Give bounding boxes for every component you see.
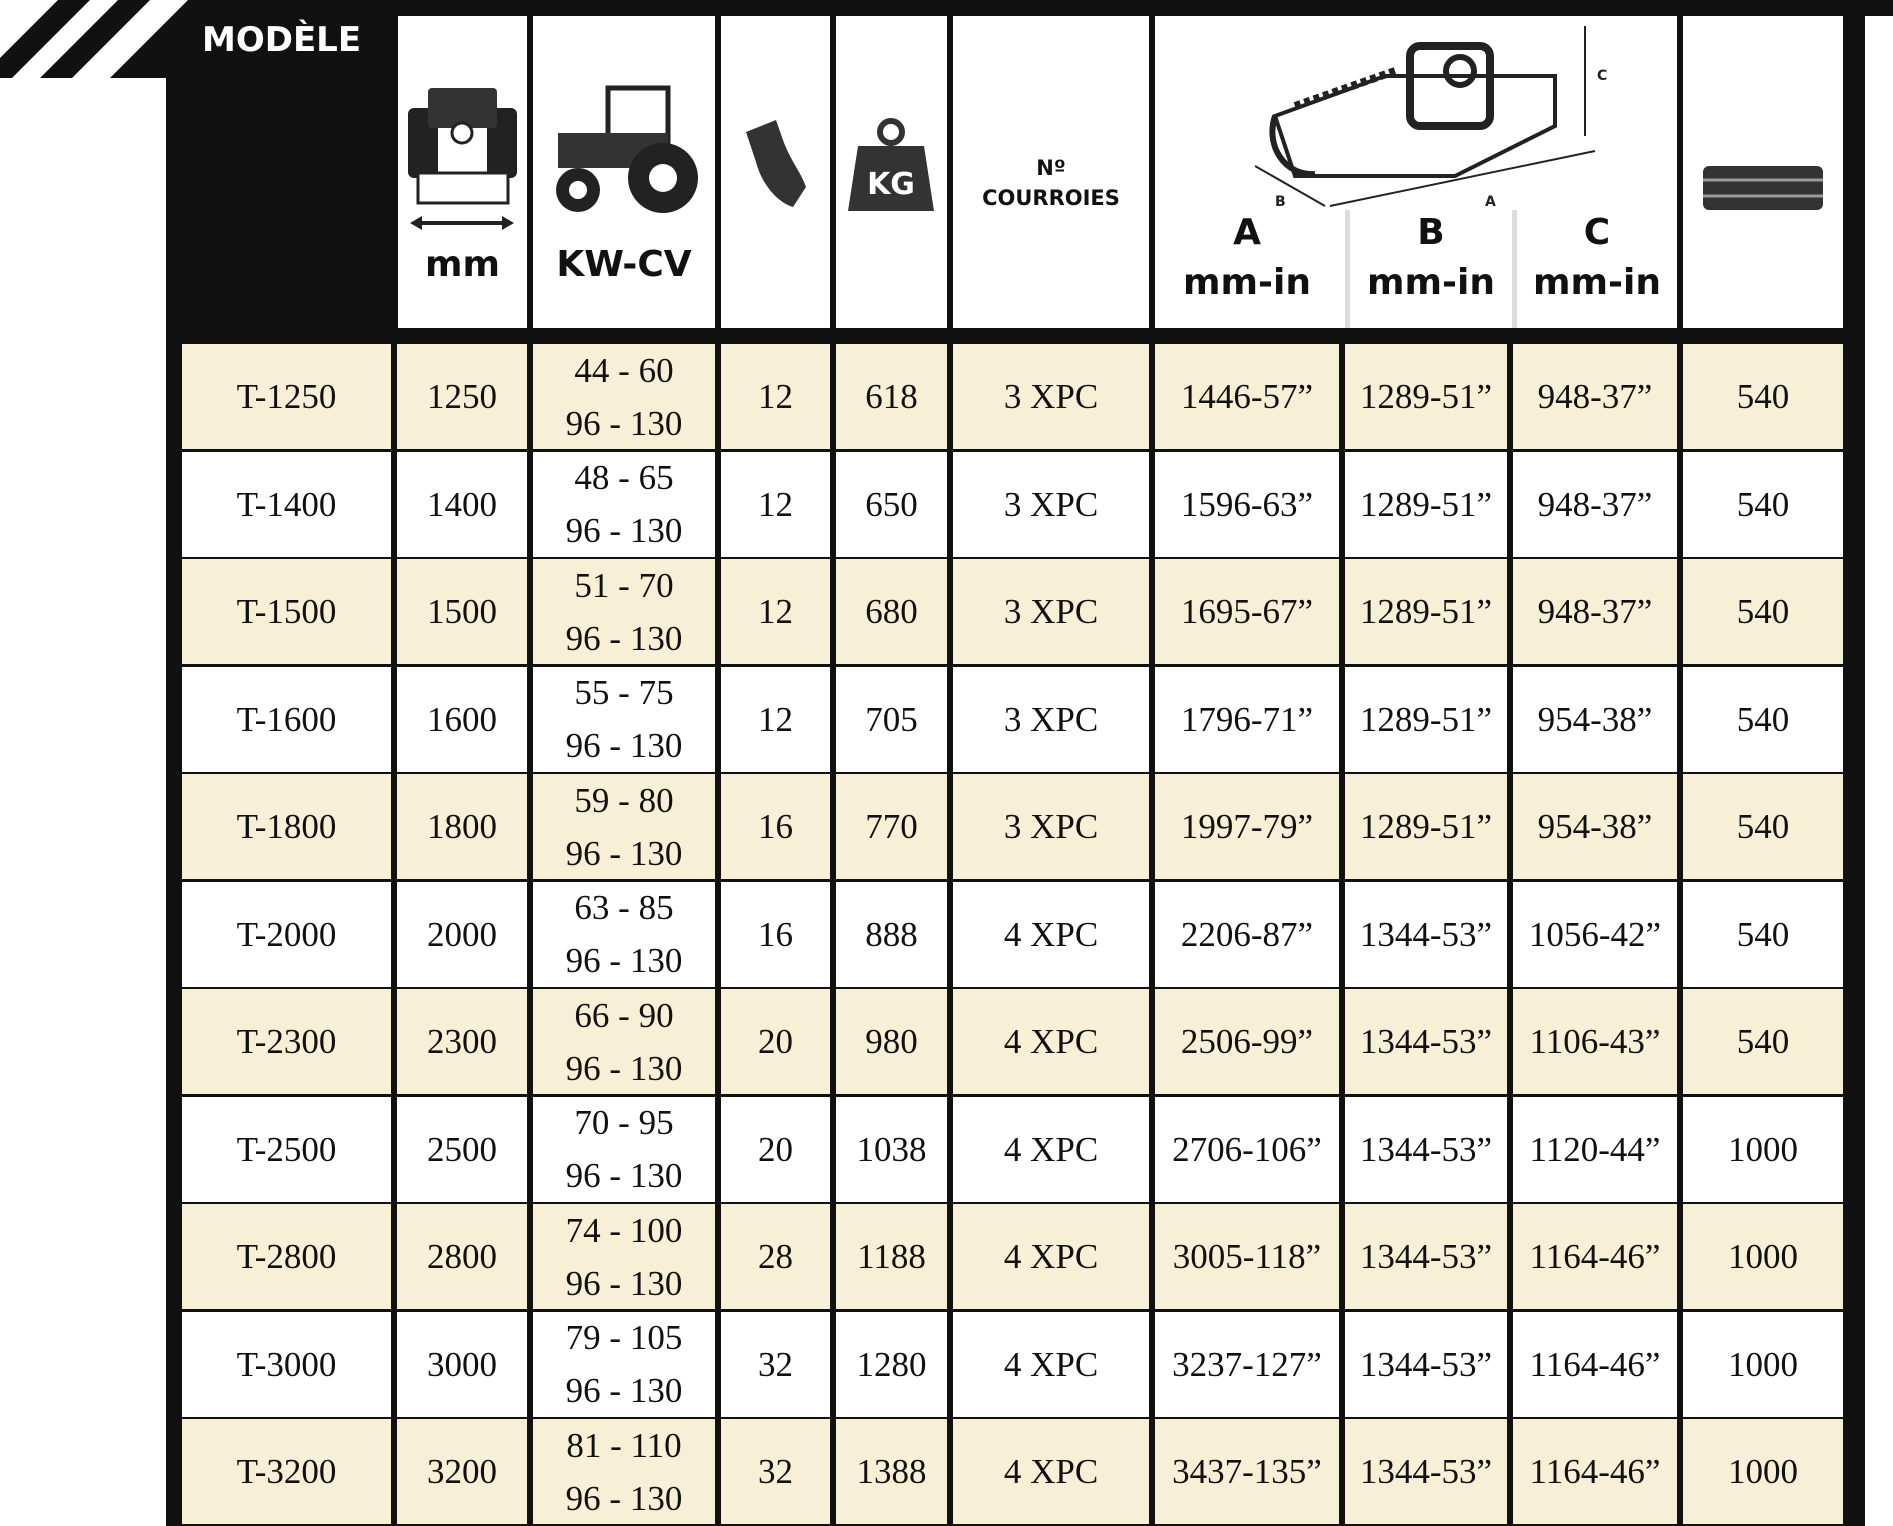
cell-dim-c: 954-38” [1513,667,1677,772]
power-cv: 96 - 130 [565,726,683,765]
cell-dim-a: 3437-135” [1155,1419,1339,1524]
cell-width-mm: 1600 [397,667,527,772]
cell-blades: 28 [721,1204,830,1309]
cell-belts: 4 XPC [953,1204,1149,1309]
power-cv: 96 - 130 [565,1263,683,1303]
cell-weight: 1388 [836,1419,947,1524]
cell-pto: 1000 [1683,1204,1843,1309]
cell-pto: 540 [1683,667,1843,772]
cell-power [533,344,715,449]
table-row [182,344,1843,449]
table-row [182,452,1843,557]
power-kw: 70 - 95 [574,1103,674,1142]
cell-dim-a: 3237-127” [1155,1312,1339,1417]
cell-blades: 20 [721,1097,830,1202]
header-pto [1683,16,1843,328]
cell-model: T-2500 [182,1097,391,1202]
cell-width-mm: 1500 [397,559,527,664]
cell-pto: 540 [1683,344,1843,449]
cell-dim-b: 1344-53” [1345,1097,1507,1202]
cell-width-mm: 2000 [397,882,527,987]
cell-weight: 1038 [836,1097,947,1202]
mulcher-diagram-icon [1155,16,1677,216]
power-kw: 74 - 100 [565,1210,683,1250]
cell-pto: 540 [1683,989,1843,1094]
cell-pto: 1000 [1683,1312,1843,1417]
cell-model: T-1250 [182,344,391,449]
cell-weight: 650 [836,452,947,557]
cell-dim-b: 1344-53” [1345,1312,1507,1417]
cell-dim-b: 1344-53” [1345,1419,1507,1524]
cell-power [533,559,715,664]
cell-width-mm: 2300 [397,989,527,1094]
cell-dim-a: 1446-57” [1155,344,1339,449]
cell-dim-c: 1164-46” [1513,1204,1677,1309]
cell-blades: 12 [721,344,830,449]
dim-b-unit: mm-in [1367,262,1495,303]
cell-dim-c: 948-37” [1513,344,1677,449]
cell-pto: 1000 [1683,1419,1843,1524]
cell-model: T-3200 [182,1419,391,1524]
power-cv: 96 - 130 [565,941,683,980]
cell-belts: 4 XPC [953,882,1149,987]
cell-dim-c: 1120-44” [1513,1097,1677,1202]
cell-dim-a: 2506-99” [1155,989,1339,1094]
power-kw: 55 - 75 [574,673,674,712]
cell-weight: 980 [836,989,947,1094]
cell-dim-b: 1289-51” [1345,452,1507,557]
cell-width-mm: 3000 [397,1312,527,1417]
power-kw: 59 - 80 [574,780,674,820]
cell-dim-c: 954-38” [1513,774,1677,879]
table-row [182,559,1843,664]
cell-belts: 4 XPC [953,989,1149,1094]
cell-width-mm: 1250 [397,344,527,449]
table-row [182,667,1843,772]
cell-belts: 4 XPC [953,1312,1149,1417]
power-kw: 66 - 90 [574,995,674,1035]
belts-label-top: Nº [1036,156,1066,180]
cell-dim-c: 1056-42” [1513,882,1677,987]
power-kw: 44 - 60 [574,350,674,390]
power-cv: 96 - 130 [565,1048,683,1088]
power-cv: 96 - 130 [565,1156,683,1195]
cell-belts: 3 XPC [953,559,1149,664]
dim-b-letter: B [1417,212,1445,253]
cell-dim-b: 1289-51” [1345,344,1507,449]
cell-dim-a: 2706-106” [1155,1097,1339,1202]
cell-dim-c: 1164-46” [1513,1419,1677,1524]
power-kw: 63 - 85 [574,888,674,927]
table-row [182,1204,1843,1309]
cell-pto: 540 [1683,559,1843,664]
cell-blades: 20 [721,989,830,1094]
power-kw: 48 - 65 [574,458,674,497]
dim-a-letter: A [1233,212,1261,253]
cell-pto: 540 [1683,452,1843,557]
cell-blades: 32 [721,1419,830,1524]
cell-dim-b: 1289-51” [1345,774,1507,879]
table-row [182,989,1843,1094]
cell-width-mm: 2500 [397,1097,527,1202]
cell-weight: 1188 [836,1204,947,1309]
cell-weight: 680 [836,559,947,664]
cell-dim-b: 1344-53” [1345,882,1507,987]
power-cv: 96 - 130 [565,403,683,443]
power-kw: 51 - 70 [574,565,674,605]
power-cv: 96 - 130 [565,833,683,873]
belts-label-bottom: COURROIES [982,186,1120,210]
width-unit: mm [424,244,501,285]
table-row [182,1097,1843,1202]
power-kw: 79 - 105 [565,1318,683,1357]
power-unit: KW-CV [556,244,692,285]
cell-belts: 4 XPC [953,1419,1149,1524]
cell-blades: 32 [721,1312,830,1417]
cell-dim-c: 948-37” [1513,559,1677,664]
cell-model: T-1500 [182,559,391,664]
cell-power [533,882,715,987]
cell-dim-a: 1997-79” [1155,774,1339,879]
header-blades [721,16,830,328]
diagram-label-a: A [1485,194,1496,210]
table-row [182,774,1843,879]
cell-pto: 1000 [1683,1097,1843,1202]
cell-width-mm: 2800 [397,1204,527,1309]
cell-model: T-1800 [182,774,391,879]
cell-model: T-2300 [182,989,391,1094]
cell-pto: 540 [1683,882,1843,987]
cell-weight: 705 [836,667,947,772]
power-kw: 81 - 110 [566,1425,682,1465]
cell-model: T-1400 [182,452,391,557]
tractor-side-icon [533,78,715,218]
power-cv: 96 - 130 [565,511,683,550]
flail-blade-icon [721,112,830,222]
cell-power [533,774,715,879]
header-power [533,16,715,328]
power-cv: 96 - 130 [565,618,683,658]
weight-icon-text: KG [867,167,915,202]
power-cv: 96 - 130 [565,1478,683,1518]
cell-dim-c: 1106-43” [1513,989,1677,1094]
cell-power [533,452,715,557]
cell-power [533,667,715,772]
pto-shaft-icon [1683,158,1843,218]
table-row [182,1419,1843,1524]
cell-pto: 540 [1683,774,1843,879]
cell-dim-a: 1695-67” [1155,559,1339,664]
cell-dim-c: 1164-46” [1513,1312,1677,1417]
cell-dim-b: 1344-53” [1345,1204,1507,1309]
cell-blades: 12 [721,452,830,557]
cell-dim-a: 2206-87” [1155,882,1339,987]
cell-dim-a: 3005-118” [1155,1204,1339,1309]
cell-model: T-1600 [182,667,391,772]
dim-c-unit: mm-in [1533,262,1661,303]
cell-dim-c: 948-37” [1513,452,1677,557]
cell-blades: 16 [721,882,830,987]
model-label: MODÈLE [202,20,362,60]
cell-power [533,1419,715,1524]
cell-width-mm: 1800 [397,774,527,879]
cell-model: T-3000 [182,1312,391,1417]
cell-width-mm: 3200 [397,1419,527,1524]
cell-belts: 3 XPC [953,774,1149,879]
cell-dim-a: 1796-71” [1155,667,1339,772]
cell-blades: 16 [721,774,830,879]
diagram-label-c: C [1597,68,1608,84]
table-row [182,1312,1843,1417]
tractor-rear-icon [398,78,527,238]
cell-dim-b: 1289-51” [1345,667,1507,772]
cell-weight: 888 [836,882,947,987]
cell-belts: 3 XPC [953,344,1149,449]
cell-model: T-2800 [182,1204,391,1309]
cell-power [533,1312,715,1417]
header-width [398,16,527,328]
cell-blades: 12 [721,559,830,664]
header-belts [953,16,1149,328]
cell-weight: 770 [836,774,947,879]
power-cv: 96 - 130 [565,1371,683,1410]
cell-power [533,1204,715,1309]
cell-dim-b: 1289-51” [1345,559,1507,664]
weight-kg-icon [836,116,947,216]
diagram-label-b: B [1275,194,1286,210]
cell-dim-a: 1596-63” [1155,452,1339,557]
cell-power [533,989,715,1094]
cell-belts: 3 XPC [953,667,1149,772]
table-row [182,882,1843,987]
dim-c-letter: C [1583,212,1611,253]
cell-weight: 618 [836,344,947,449]
cell-weight: 1280 [836,1312,947,1417]
cell-power [533,1097,715,1202]
cell-blades: 12 [721,667,830,772]
cell-width-mm: 1400 [397,452,527,557]
cell-belts: 3 XPC [953,452,1149,557]
header-weight [836,16,947,328]
cell-model: T-2000 [182,882,391,987]
dim-a-unit: mm-in [1183,262,1311,303]
cell-belts: 4 XPC [953,1097,1149,1202]
cell-dim-b: 1344-53” [1345,989,1507,1094]
